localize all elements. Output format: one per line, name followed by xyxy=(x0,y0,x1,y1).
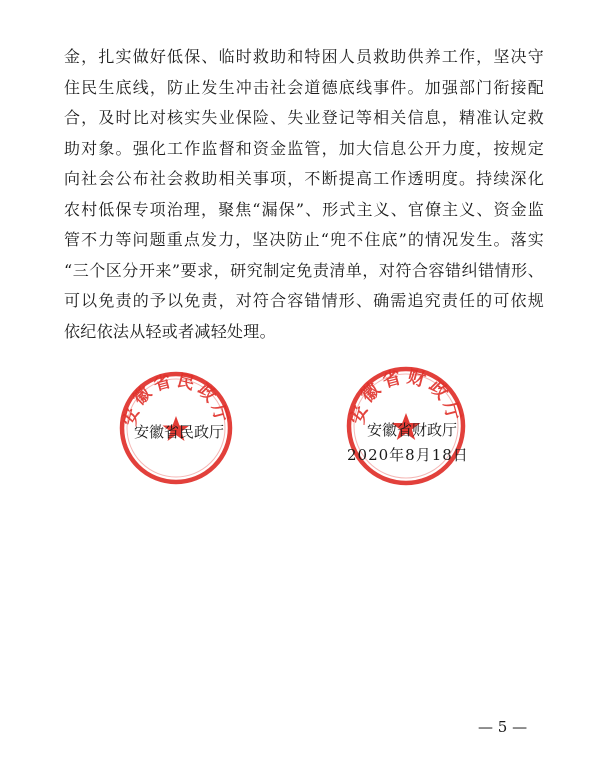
paragraph-line: 住民生底线，防止发生冲击社会道德底线事件。加强部门衔接配 xyxy=(64,77,544,97)
signature-civil-affairs: 安徽省民政厅 xyxy=(134,423,225,441)
body-paragraph xyxy=(64,42,544,347)
paragraph-line: 依纪依法从轻或者减轻处理。 xyxy=(64,321,276,341)
page-number: — 5 — xyxy=(478,718,528,736)
seal-ring-text: 安徽省民政厅 xyxy=(120,370,232,428)
paragraph-line: 合，及时比对核实失业保险、失业登记等相关信息，精准认定救 xyxy=(64,108,544,127)
paragraph-line: 农村低保专项治理，聚焦“漏保”、形式主义、官僚主义、资金监 xyxy=(64,199,544,219)
seal-ring-text: 安徽省财政厅 xyxy=(347,366,465,427)
paragraph-line: 向社会公布社会救助相关事项，不断提高工作透明度。持续深化 xyxy=(64,169,544,188)
signature-finance: 安徽省财政厅 xyxy=(367,421,458,439)
paragraph-line: 管不力等问题重点发力，坚决防止“兜不住底”的情况发生。落实 xyxy=(64,230,544,249)
paragraph-line: 可以免责的予以免责，对符合容错情形、确需追究责任的可依规 xyxy=(64,291,544,310)
paragraph-line: 金，扎实做好低保、临时救助和特困人员救助供养工作，坚决守 xyxy=(64,47,544,66)
issue-date: 2020年8月18日 xyxy=(347,446,469,464)
paragraph-line: 助对象。强化工作监督和资金监管，加大信息公开力度，按规定 xyxy=(64,138,544,158)
paragraph-line: “三个区分开来”要求，研究制定免责清单，对符合容错纠错情形、 xyxy=(64,260,544,280)
